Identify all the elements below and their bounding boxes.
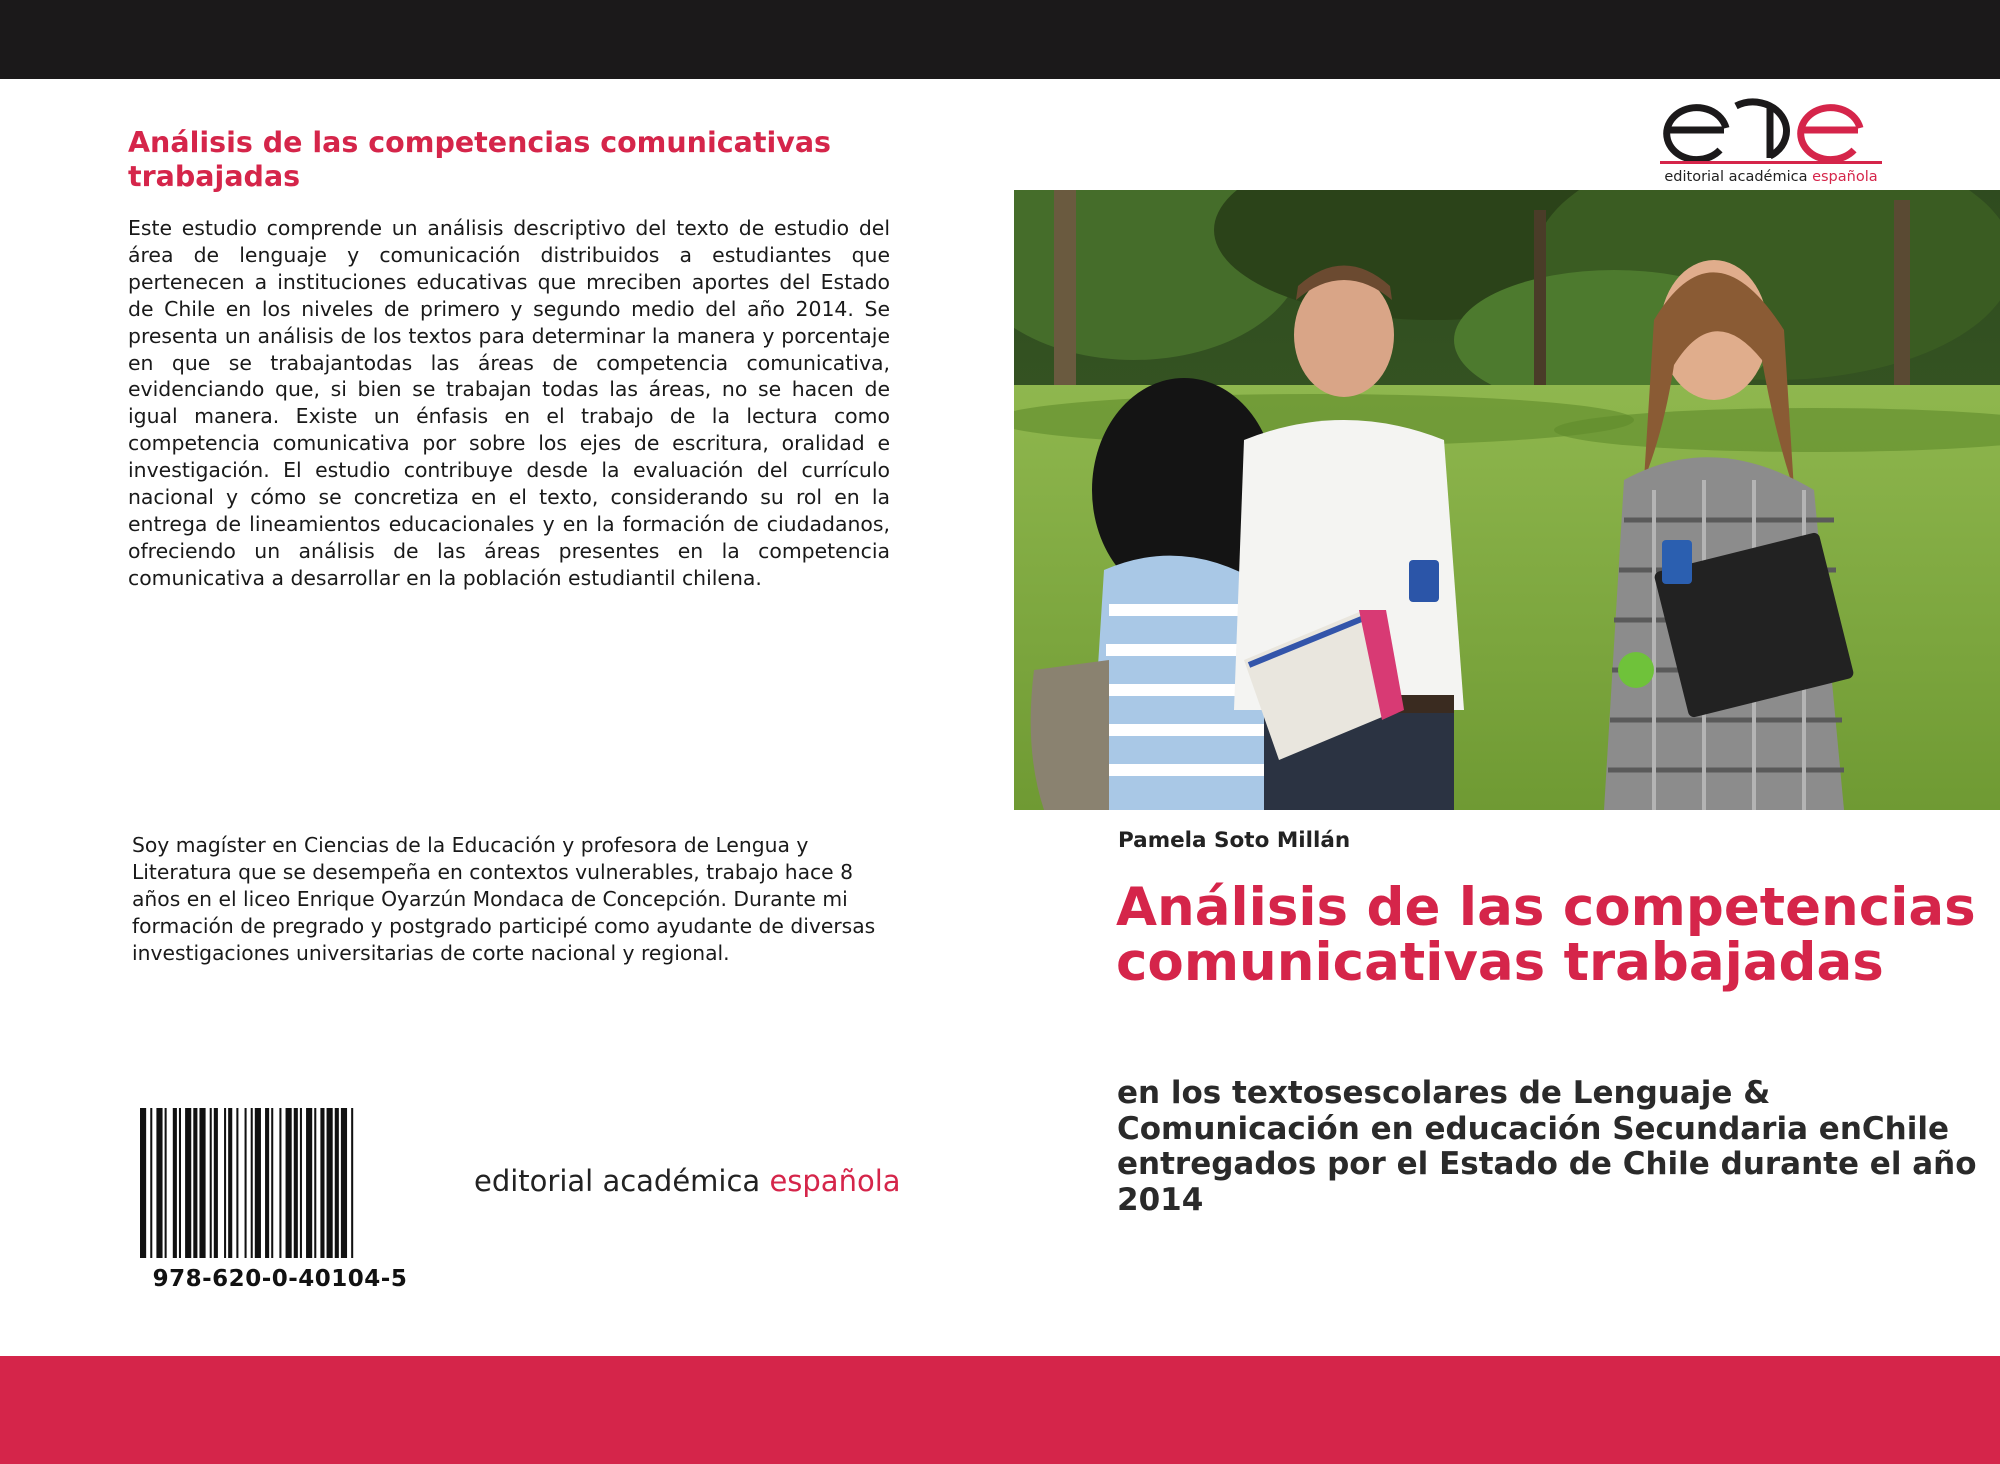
isbn-number: 978-620-0-40104-5 (152, 1266, 408, 1292)
logo-caption-main: editorial académica (1664, 169, 1813, 185)
author-bio: Soy magíster en Ciencias de la Educación y profesora de Lengua y Literatura que se desempeña en contextos vulnerables, trabajo hace 8 años en el liceo Enrique Oyarzún Mondaca de Concepción. Durante mi formación de pregrado y postgrado participé como ayudante de diversas investigaciones universitarias de corte nacional y regional. (132, 833, 876, 965)
publisher-imprint-main: editorial académica (474, 1164, 770, 1198)
logo-caption (1660, 169, 1882, 185)
eae-logo-icon (1660, 98, 1882, 168)
publisher-imprint-accent: española (769, 1164, 901, 1198)
back-cover-blurb: Este estudio comprende un análisis descriptivo del texto de estudio del área de lenguaje y comunicación distribuidos a estudiantes que pertenecen a instituciones educativas que mreciben aportes del Estado de Chile en los niveles de primero y segundo medio del año 2014. Se presenta un análisis de los textos para determinar la manera y porcentaje en que se trabajantodas las áreas de competencia comunicativa, evidenciando que, si bien se trabajan todas las áreas, no se hacen de igual manera. Existe un énfasis en el trabajo de la lectura como competencia comunicativa por sobre los ejes de escritura, oralidad e investigación. El estudio contribuye desde la evaluación del currículo nacional y cómo se concretiza en el texto, considerando su rol en la entrega de lineamientos educacionales y en la formación de ciudadanos, ofreciendo un análisis de las áreas presentes en la competencia comunicativa a desarrollar en la población estudiantil chilena. (128, 216, 890, 590)
top-band (0, 0, 2000, 79)
front-cover-subtitle: en los textosescolares de Lenguaje & Comunicación en educación Secundaria enChile entregados por el Estado de Chile durante el año 2014 (1117, 1075, 1977, 1218)
front-cover-title: Análisis de las competencias comunicativas trabajadas (1116, 877, 1976, 993)
back-cover-title: Análisis de las competencias comunicativas trabajadas (128, 126, 832, 193)
cover-photo-illustration (1014, 190, 2000, 810)
logo-caption-accent: española (1812, 169, 1878, 185)
publisher-imprint (474, 1164, 901, 1198)
publisher-logo (1660, 98, 1882, 188)
barcode-block (138, 1108, 422, 1292)
barcode-icon (138, 1108, 422, 1258)
author-name: Pamela Soto Millán (1118, 828, 1351, 853)
bottom-band (0, 1356, 2000, 1464)
cover-photo (1014, 190, 2000, 810)
